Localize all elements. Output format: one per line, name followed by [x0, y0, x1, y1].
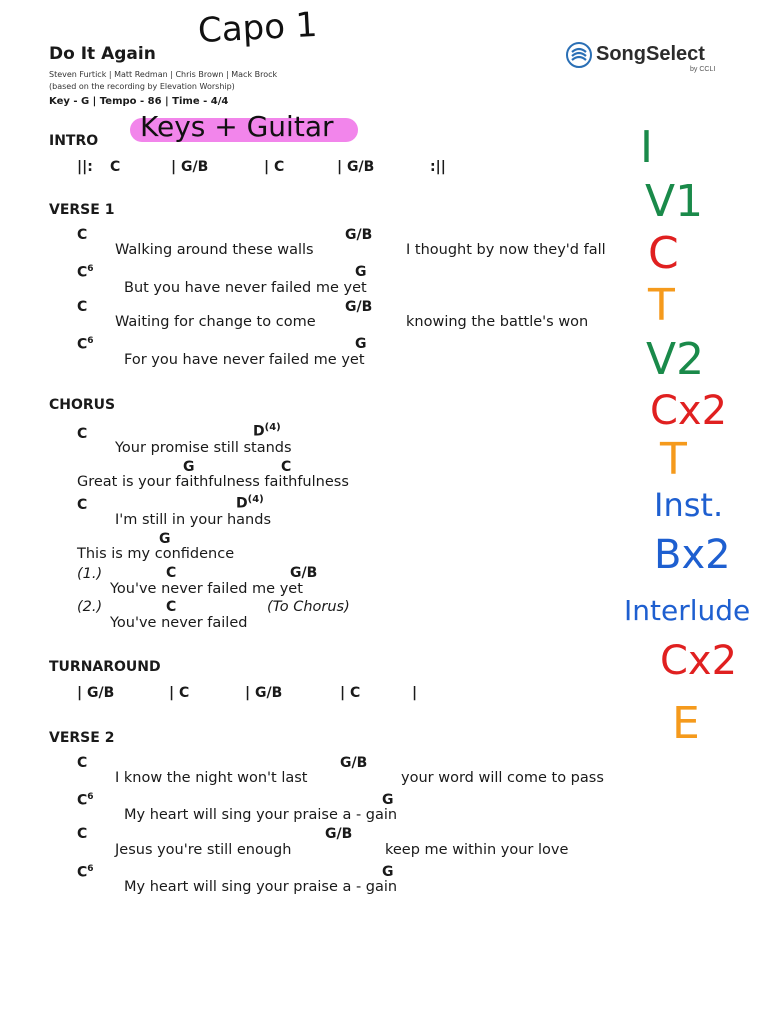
song-authors: Steven Furtick | Matt Redman | Chris Brown | Mack Brock [49, 70, 278, 79]
section-turnaround: TURNAROUND [49, 659, 161, 675]
chord: G [382, 864, 394, 880]
order-interlude: Interlude [624, 594, 751, 627]
songselect-logo-text: SongSelect [596, 43, 705, 65]
handwritten-capo: Capo 1 [197, 4, 319, 52]
chord: C [77, 426, 88, 442]
section-intro: INTRO [49, 133, 99, 149]
turnaround-bar: | G/B [77, 685, 115, 701]
lyric-line: your word will come to pass [401, 770, 604, 786]
chord: G [159, 531, 171, 547]
chord: G/B [345, 299, 373, 315]
order-instrumental: Inst. [654, 486, 724, 524]
section-verse-1: VERSE 1 [49, 202, 115, 218]
chord: G [183, 459, 195, 475]
lyric-line: Jesus you're still enough [115, 842, 292, 858]
songselect-logo-sub: by CCLI [690, 66, 716, 73]
song-title: Do It Again [49, 44, 156, 64]
turnaround-bar: | G/B [245, 685, 283, 701]
chord: $C^6$ [77, 336, 94, 353]
order-turnaround: T [648, 280, 675, 331]
lyric-line: But you have never failed me yet [124, 280, 367, 296]
recording-note: (based on the recording by Elevation Worship) [49, 82, 235, 91]
chord: C [77, 299, 88, 315]
ending-marker: (1.) [77, 566, 103, 582]
chord: G/B [290, 565, 318, 581]
intro-bar: | G/B [337, 159, 375, 175]
intro-bar: ||: [77, 159, 93, 175]
chord: C [77, 227, 88, 243]
lyric-line: My heart will sing your praise a - gain [124, 879, 398, 895]
chord: C [281, 459, 292, 475]
chord: $C^6$ [77, 792, 94, 809]
songselect-logo-icon [566, 42, 592, 72]
chord: $C^6$ [77, 264, 94, 281]
order-verse-2: V2 [646, 334, 705, 385]
order-intro: I [640, 122, 653, 173]
lyric-line: Your promise still stands [115, 440, 292, 456]
lyric-line: Great is your faithfulness faithfulness [77, 474, 349, 490]
order-turnaround-2: T [660, 434, 687, 485]
turnaround-bar: | C [340, 685, 361, 701]
order-verse-1: V1 [645, 176, 704, 227]
to-chorus-note: (To Chorus) [267, 599, 350, 615]
order-chorus-x2-final: Cx2 [660, 638, 738, 684]
chord: G [355, 336, 367, 352]
chord: G/B [345, 227, 373, 243]
chord: G/B [340, 755, 368, 771]
chord: $D^{(4)}$ [236, 494, 264, 512]
lyric-line: You've never failed [110, 615, 248, 631]
order-chorus-x2: Cx2 [650, 388, 728, 434]
chord: C [166, 599, 177, 615]
turnaround-bar: | C [169, 685, 190, 701]
section-verse-2: VERSE 2 [49, 730, 115, 746]
lyric-line: You've never failed me yet [110, 581, 303, 597]
intro-bar: | C [264, 159, 285, 175]
lyric-line: I know the night won't last [115, 770, 308, 786]
handwritten-keys-guitar: Keys + Guitar [140, 110, 334, 143]
intro-bar: | G/B [171, 159, 209, 175]
chord: C [77, 755, 88, 771]
lyric-line: Walking around these walls [115, 242, 314, 258]
chord: $C^6$ [77, 864, 94, 881]
lyric-line: I thought by now they'd fall [406, 242, 606, 258]
lyric-line: For you have never failed me yet [124, 352, 365, 368]
chord: C [77, 826, 88, 842]
order-chorus: C [648, 228, 679, 279]
turnaround-bar: | [412, 685, 418, 701]
lyric-line: keep me within your love [385, 842, 569, 858]
order-ending: E [672, 698, 700, 749]
chord: G [355, 264, 367, 280]
key-tempo-time: Key - G | Tempo - 86 | Time - 4/4 [49, 96, 229, 107]
chord: C [166, 565, 177, 581]
chord: C [77, 497, 88, 513]
intro-bar: C [110, 159, 121, 175]
section-chorus: CHORUS [49, 397, 116, 413]
chord: G [382, 792, 394, 808]
lyric-line: I'm still in your hands [115, 512, 271, 528]
chord: $D^{(4)}$ [253, 422, 281, 440]
ending-marker: (2.) [77, 599, 103, 615]
lyric-line: Waiting for change to come [115, 314, 316, 330]
lyric-line: knowing the battle's won [406, 314, 589, 330]
intro-bar: :|| [430, 159, 446, 175]
chord: G/B [325, 826, 353, 842]
lyric-line: My heart will sing your praise a - gain [124, 807, 398, 823]
order-bridge-x2: Bx2 [654, 532, 731, 578]
lyric-line: This is my confidence [77, 546, 235, 562]
